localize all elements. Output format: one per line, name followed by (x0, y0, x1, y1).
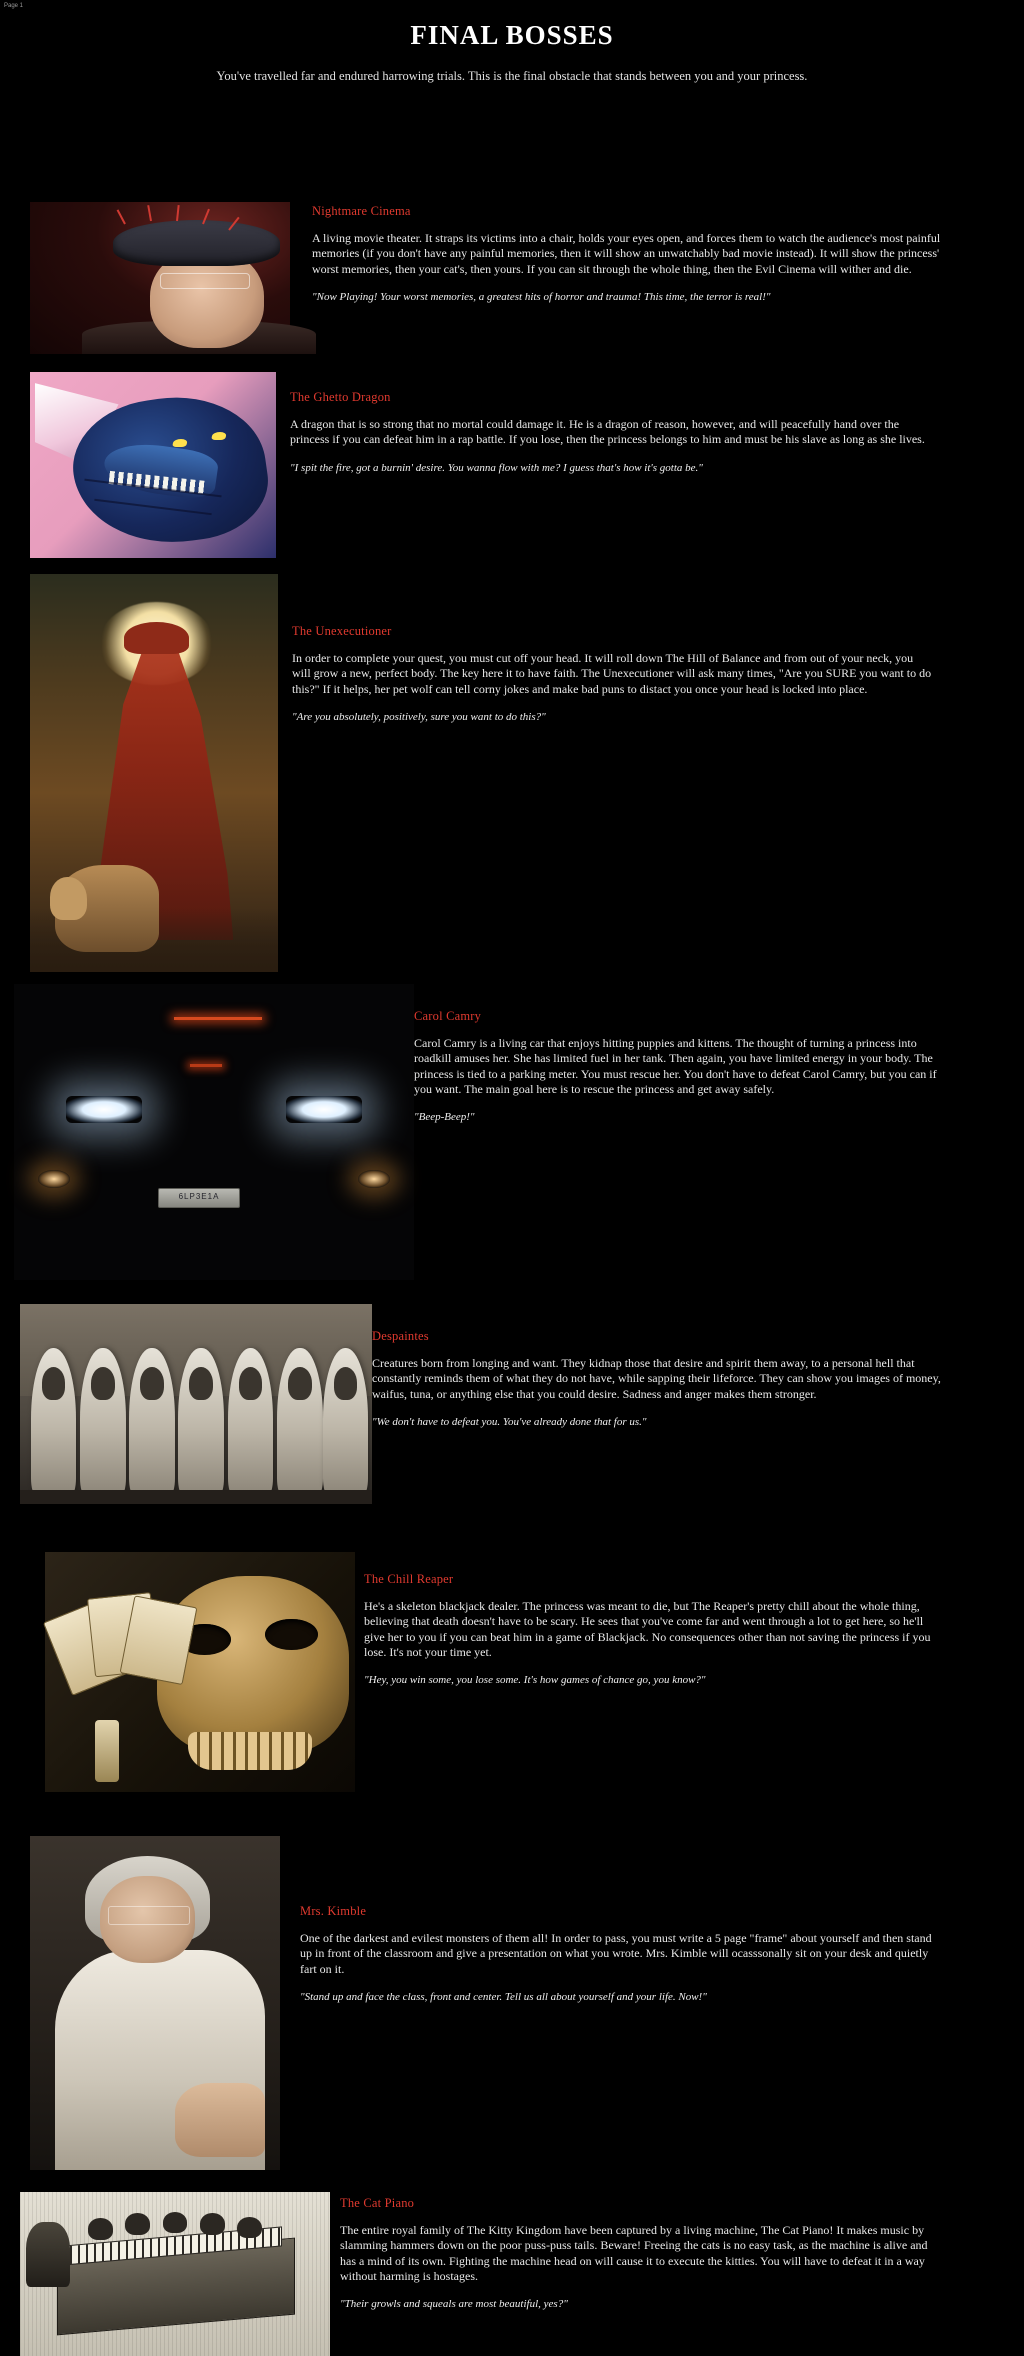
boss-description: The entire royal family of The Kitty Kingdom have been captured by a living machine, The Cat Piano! It makes music by slamming hammers down on the poor puss-puss tails. Beware! Freeing the cats is no easy task, as the machine is alive and has a mind of its own. Fighting the machine head on will cause it to execute the kitties. You will have to defeat it in a way without harming is hostages. (340, 2223, 928, 2284)
cat-piano-image (20, 2192, 330, 2356)
boss-description: Creatures born from longing and want. They kidnap those that desire and spirit them away, to a personal hell that constantly reminds them of what they do not have, while sapping their lifeforce. They can show you images of money, waifus, tuna, or anything else that you could desire. Sadness and anger makes them stronger. (372, 1356, 941, 1401)
boss-name: The Chill Reaper (364, 1572, 454, 1586)
page-intro: You've travelled far and endured harrowing trials. This is the final obstacle that stands between you and your princess. (216, 69, 808, 83)
boss-name: The Cat Piano (340, 2196, 415, 2210)
boss-quote: "We don't have to defeat you. You've already done that for us." (372, 1416, 647, 1429)
boss-name: The Unexecutioner (292, 624, 392, 638)
boss-quote: "Stand up and face the class, front and center. Tell us all about yourself and your life. Now!" (300, 1991, 707, 2004)
boss-description: One of the darkest and evilest monsters of them all! In order to pass, you must write a 5 page "frame" about yourself and then stand up in front of the classroom and give a presentation on what you wrote. Mrs. Kimble will ocasssonally sit on your desk and quietly fart on it. (300, 1931, 932, 1976)
page-title: FINAL BOSSES (410, 20, 614, 50)
boss-description: In order to complete your quest, you must cut off your head. It will roll down The Hill of Balance and from out of your neck, you will grow a new, perfect body. The key here it to have faith. The Unexecutioner will ask many times, "Are you SURE you want to do this?" If it helps, her pet wolf can tell corny jokes and make bad puns to distact you once your head is locked into place. (292, 651, 932, 696)
nightmare-cinema-image (30, 202, 290, 354)
boss-name: Despaintes (372, 1329, 429, 1343)
boss-quote: "Beep-Beep!" (414, 1111, 475, 1124)
boss-name: The Ghetto Dragon (290, 390, 391, 404)
boss-description: Carol Camry is a living car that enjoys hitting puppies and kittens. The thought of turning a princess into roadkill amuses her. She has limited fuel in her tank. Then again, you have limited energy in your body. The princess is tied to a parking meter. You must rescue her. You don't have to defeat Carol Camry, but you can if you want. The main goal here is to rescue the princess and get away safely. (414, 1036, 937, 1097)
page-marker: Page 1 (4, 3, 24, 9)
boss-quote: "I spit the fire, got a burnin' desire. You wanna flow with me? I guess that's how it's gotta be." (290, 461, 703, 474)
boss-name: Nightmare Cinema (312, 204, 411, 218)
boss-description: A dragon that is so strong that no mortal could damage it. He is a dragon of reason, however, and will peacefully hand over the princess if you can defeat him in a rap battle. If you lose, then the princess belongs to him and must be his slave as long as she lives. (290, 417, 925, 447)
boss-name: Mrs. Kimble (300, 1904, 367, 1918)
boss-description: He's a skeleton blackjack dealer. The princess was meant to die, but The Reaper's pretty chill about the whole thing, believing that death doesn't have to be scary. He sees that you've come far and went through a lot to get here, so he'll give her to you if you can beat him in a game of Blackjack. No consequences other than not saving the princess if you lose. It's not your time yet. (364, 1599, 931, 1660)
despaintes-image (20, 1304, 372, 1504)
ghetto-dragon-image (30, 372, 276, 558)
boss-name: Carol Camry (414, 1009, 482, 1023)
unexecutioner-image (30, 574, 278, 972)
mrs-kimble-image (30, 1836, 280, 2170)
chill-reaper-image (45, 1552, 355, 1792)
boss-quote: "Are you absolutely, positively, sure you want to do this?" (292, 711, 546, 724)
boss-quote: "Hey, you win some, you lose some. It's how games of chance go, you know?" (364, 1674, 706, 1687)
boss-quote: "Their growls and squeals are most beautiful, yes?" (340, 2298, 568, 2311)
boss-description: A living movie theater. It straps its victims into a chair, holds your eyes open, and forces them to watch the audience's most painful memories (if you don't have any painful memories, then it will show an unwatchably bad movie instead). It will show the princess' worst memories, then your cat's, then yours. If you can sit through the whole thing, then the Evil Cinema will wither and die. (312, 231, 941, 276)
boss-quote: "Now Playing! Your worst memories, a greatest hits of horror and trauma! This time, the terror is real!" (312, 291, 771, 304)
carol-camry-image: 6LP3E1A (14, 984, 414, 1280)
